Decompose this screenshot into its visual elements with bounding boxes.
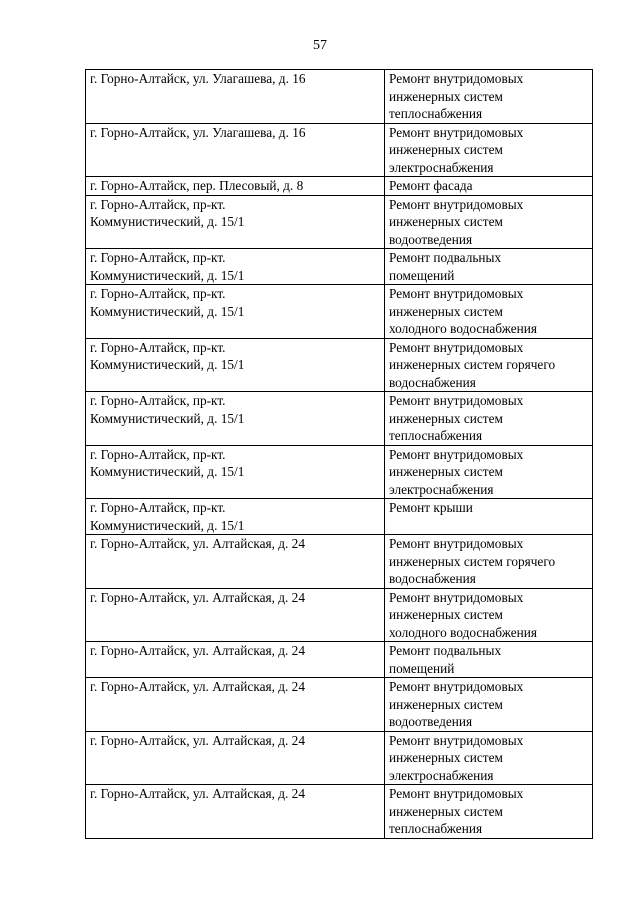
address-cell: г. Горно-Алтайск, пр-кт. Коммунистический, д. 15/1 (86, 445, 385, 499)
work-type-cell: Ремонт внутридомовых инженерных систем электроснабжения (385, 123, 593, 177)
work-type-cell: Ремонт крыши (385, 499, 593, 535)
address-cell: г. Горно-Алтайск, ул. Алтайская, д. 24 (86, 642, 385, 678)
table-row (86, 731, 593, 785)
address-cell: г. Горно-Алтайск, ул. Алтайская, д. 24 (86, 678, 385, 732)
work-type-cell: Ремонт внутридомовых инженерных систем теплоснабжения (385, 785, 593, 839)
work-type-cell: Ремонт внутридомовых инженерных систем водоотведения (385, 678, 593, 732)
address-cell: г. Горно-Алтайск, ул. Алтайская, д. 24 (86, 731, 385, 785)
work-type-cell: Ремонт фасада (385, 177, 593, 196)
work-type-cell: Ремонт внутридомовых инженерных систем теплоснабжения (385, 392, 593, 446)
table-row (86, 785, 593, 839)
table-row (86, 445, 593, 499)
work-type-cell: Ремонт подвальных помещений (385, 642, 593, 678)
table-row (86, 195, 593, 249)
works-table-body (86, 70, 593, 839)
address-cell: г. Горно-Алтайск, пр-кт. Коммунистический, д. 15/1 (86, 499, 385, 535)
work-type-cell: Ремонт внутридомовых инженерных систем горячего водоснабжения (385, 338, 593, 392)
address-cell: г. Горно-Алтайск, пер. Плесовый, д. 8 (86, 177, 385, 196)
work-type-cell: Ремонт внутридомовых инженерных систем водоотведения (385, 195, 593, 249)
address-cell: г. Горно-Алтайск, ул. Алтайская, д. 24 (86, 588, 385, 642)
table-row (86, 177, 593, 196)
works-table (85, 69, 593, 839)
table-row (86, 249, 593, 285)
table-row (86, 392, 593, 446)
address-cell: г. Горно-Алтайск, пр-кт. Коммунистический, д. 15/1 (86, 249, 385, 285)
page-number: 57 (313, 38, 327, 53)
work-type-cell: Ремонт внутридомовых инженерных систем электроснабжения (385, 731, 593, 785)
table-row (86, 123, 593, 177)
address-cell: г. Горно-Алтайск, ул. Алтайская, д. 24 (86, 785, 385, 839)
table-row (86, 588, 593, 642)
work-type-cell: Ремонт внутридомовых инженерных систем горячего водоснабжения (385, 535, 593, 589)
address-cell: г. Горно-Алтайск, ул. Улагашева, д. 16 (86, 70, 385, 124)
table-row (86, 70, 593, 124)
address-cell: г. Горно-Алтайск, ул. Алтайская, д. 24 (86, 535, 385, 589)
work-type-cell: Ремонт внутридомовых инженерных систем электроснабжения (385, 445, 593, 499)
table-row (86, 642, 593, 678)
work-type-cell: Ремонт внутридомовых инженерных систем холодного водоснабжения (385, 285, 593, 339)
table-row (86, 499, 593, 535)
table-row (86, 338, 593, 392)
address-cell: г. Горно-Алтайск, пр-кт. Коммунистический, д. 15/1 (86, 285, 385, 339)
address-cell: г. Горно-Алтайск, пр-кт. Коммунистический, д. 15/1 (86, 338, 385, 392)
work-type-cell: Ремонт внутридомовых инженерных систем теплоснабжения (385, 70, 593, 124)
address-cell: г. Горно-Алтайск, пр-кт. Коммунистический, д. 15/1 (86, 392, 385, 446)
work-type-cell: Ремонт внутридомовых инженерных систем холодного водоснабжения (385, 588, 593, 642)
table-row (86, 285, 593, 339)
table-row (86, 535, 593, 589)
table-row (86, 678, 593, 732)
work-type-cell: Ремонт подвальных помещений (385, 249, 593, 285)
address-cell: г. Горно-Алтайск, ул. Улагашева, д. 16 (86, 123, 385, 177)
address-cell: г. Горно-Алтайск, пр-кт. Коммунистический, д. 15/1 (86, 195, 385, 249)
